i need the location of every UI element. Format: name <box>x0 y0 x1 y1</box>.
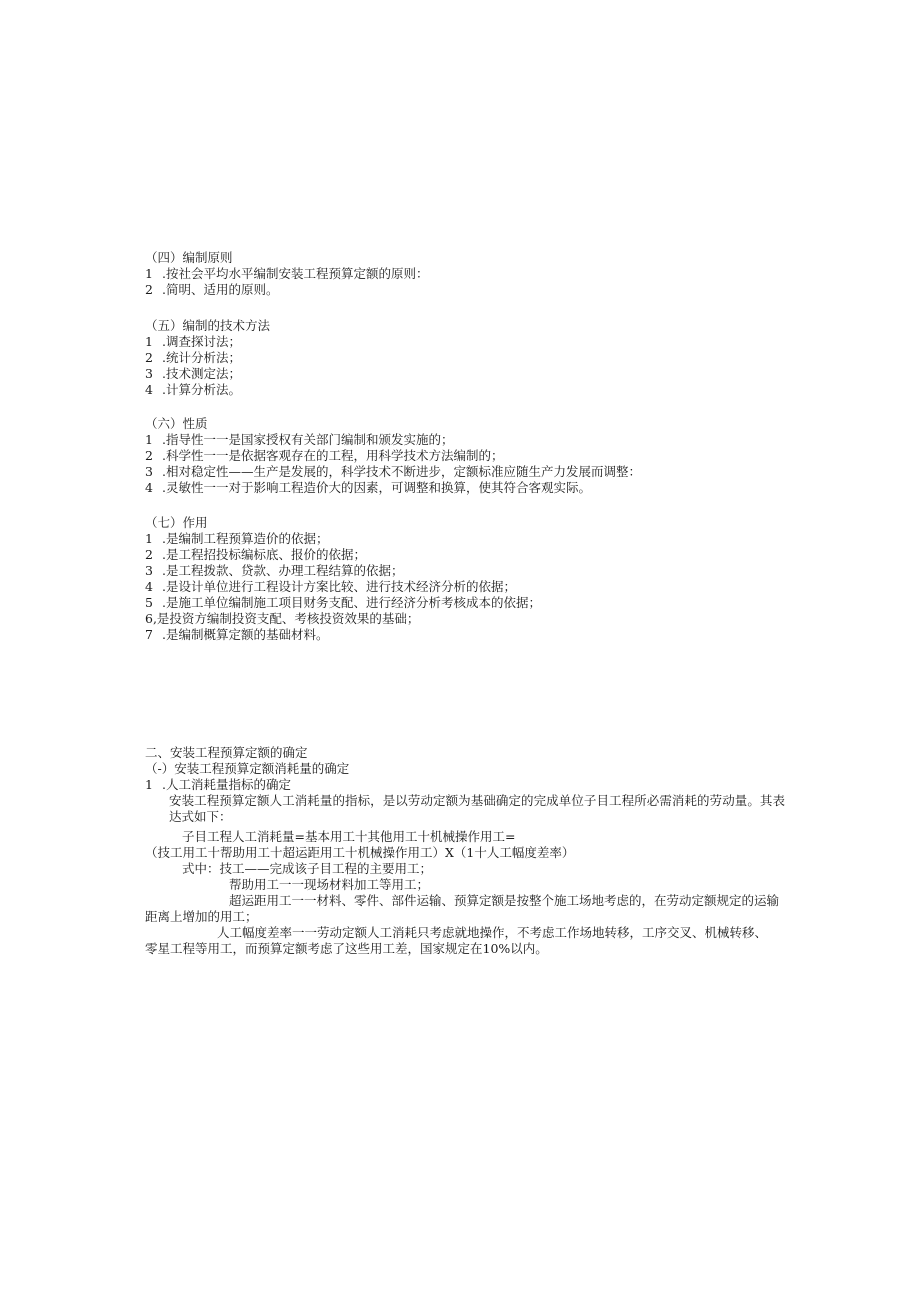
where-line: 式中：技工——完成该子目工程的主要用工； <box>182 861 433 876</box>
part-2 <box>145 745 785 824</box>
list-item: 2 .是工程招投标编标底、报价的依据； <box>145 547 366 562</box>
list-item: 1 .指导性一一是国家授权有关部门编制和颁发实施的； <box>145 432 454 447</box>
part-2-subheading: （-）安装工程预算定额消耗量的确定 <box>145 761 350 776</box>
section-5 <box>145 318 785 398</box>
para-line: 安装工程预算定额人工消耗量的指标，是以劳动定额为基础确定的完成单位子目工程所必需消耗的劳动量。其表达式如下： <box>169 793 785 824</box>
over-distance-line-1: 超运距用工一一材料、零件、部件运输、预算定额是按整个施工场地考虑的，在劳动定额规定的运输 <box>229 893 780 908</box>
list-item: 6,是投资方编制投资支配、考核投资效果的基础； <box>145 611 420 626</box>
section-4-heading: （四）编制原则 <box>145 250 233 265</box>
list-item: 4 .灵敏性一一对于影响工程造价大的因素，可调整和换算，使其符合客观实际。 <box>145 480 591 495</box>
over-distance-line-2: 距离上增加的用工； <box>145 909 258 924</box>
section-6-heading: （六）性质 <box>145 416 208 431</box>
margin-rate-line-1: 人工幅度差率一一劳动定额人工消耗只考虑就地操作，不考虑工作场地转移，工序交叉、机械转移、 <box>217 925 768 940</box>
list-item: 1 .按社会平均水平编制安装工程预算定额的原则： <box>145 266 429 281</box>
list-item: 3 .相对稳定性——生产是发展的，科学技术不断进步，定额标准应随生产力发展而调整： <box>145 464 641 479</box>
list-item: 7 .是编制概算定额的基础材料。 <box>145 627 329 642</box>
list-item: 4 .是设计单位进行工程设计方案比较、进行技术经济分析的依据； <box>145 579 516 594</box>
formula-line-1: 子目工程人工消耗量=基本用工十其他用工十机械操作用工= <box>182 829 516 844</box>
list-item: 3 .技术测定法； <box>145 366 241 381</box>
formula-line-2: （技工用工十帮助用工十超运距用工十机械操作用工）X（1十人工幅度差率） <box>145 845 575 860</box>
section-7 <box>145 515 785 643</box>
list-item: 4 .计算分析法。 <box>145 382 241 397</box>
section-5-heading: （五）编制的技术方法 <box>145 318 271 333</box>
list-item: 1 .调查探讨法； <box>145 334 241 349</box>
section-7-heading: （七）作用 <box>145 515 208 530</box>
list-item: 2 .科学性一一是依据客观存在的工程，用科学技术方法编制的； <box>145 448 504 463</box>
part-2-heading: 二、安装工程预算定额的确定 <box>145 745 308 760</box>
list-item: 2 .统计分析法； <box>145 350 241 365</box>
section-4 <box>145 250 785 298</box>
margin-rate-line-2: 零星工程等用工，而预算定额考虑了这些用工差，国家规定在10%以内。 <box>145 941 548 956</box>
list-item: 2 .简明、适用的原则。 <box>145 282 279 297</box>
help-line: 帮助用工一一现场材料加工等用工； <box>229 877 430 892</box>
list-item: 1 .人工消耗量指标的确定 <box>145 777 291 792</box>
list-item: 3 .是工程拨款、贷款、办理工程结算的依据； <box>145 563 404 578</box>
list-item: 1 .是编制工程预算造价的依据； <box>145 531 329 546</box>
formula-block <box>145 829 785 957</box>
list-item: 5 .是施工单位编制施工项目财务支配、进行经济分析考核成本的依据； <box>145 595 541 610</box>
section-6 <box>145 416 785 496</box>
